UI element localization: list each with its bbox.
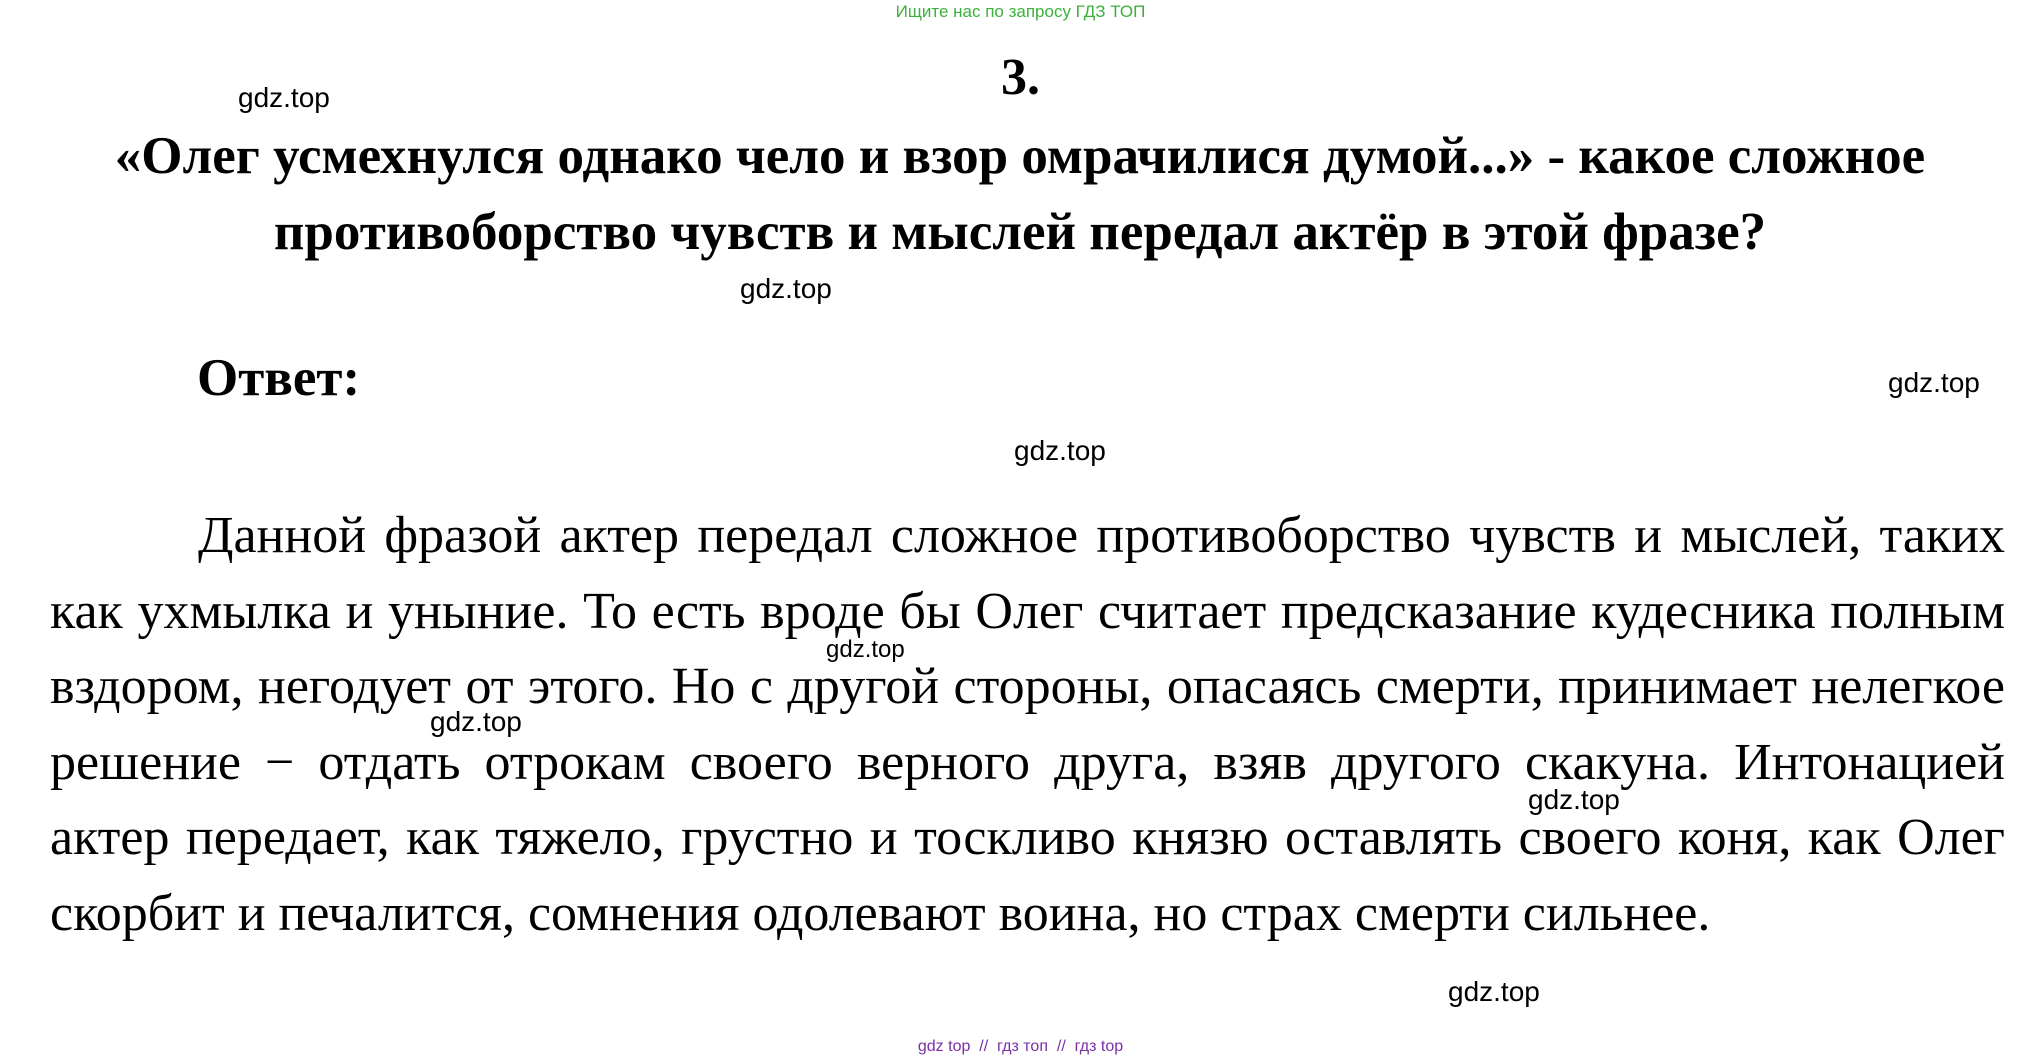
watermark: gdz.top xyxy=(1448,976,1540,1007)
watermark: gdz.top xyxy=(1888,367,1980,398)
watermark: gdz.top xyxy=(430,706,522,737)
watermark: gdz.top xyxy=(740,273,832,304)
watermark: gdz.top xyxy=(238,82,330,113)
watermark: gdz.top xyxy=(1014,435,1106,466)
top-banner: Ищите нас по запросу ГДЗ ТОП xyxy=(895,2,1146,21)
answer-heading: Ответ: xyxy=(197,349,361,407)
watermark: gdz.top xyxy=(1528,784,1620,815)
task-number: 3. xyxy=(1001,49,1040,106)
question-text: «Олег усмехнулся однако чело и взор омрачилися думой...» - какое сложное противоборство чувств и мыслей передал актёр в этой фразе? xyxy=(114,127,1926,261)
watermark: gdz.top xyxy=(826,636,905,663)
answer-body: Данной фразой актер передал сложное противоборство чувств и мыслей, таких как ухмылка и уныние. То есть вроде бы Олег считает предсказание кудесника полным вздором, негодует от этого. Но с другой стороны, опасаясь смерти, принимает нелегкое решение − отдать отрокам своего верного друга, взяв другого скакуна. Интонацией актер передает, как тяжело, грустно и тоскливо князю оставлять своего коня, как Олег скорбит и печалится, сомнения одолевают воина, но страх смерти сильнее. xyxy=(50,507,2005,942)
footer-links: gdz top // гдз топ // гдз top xyxy=(917,1038,1124,1055)
